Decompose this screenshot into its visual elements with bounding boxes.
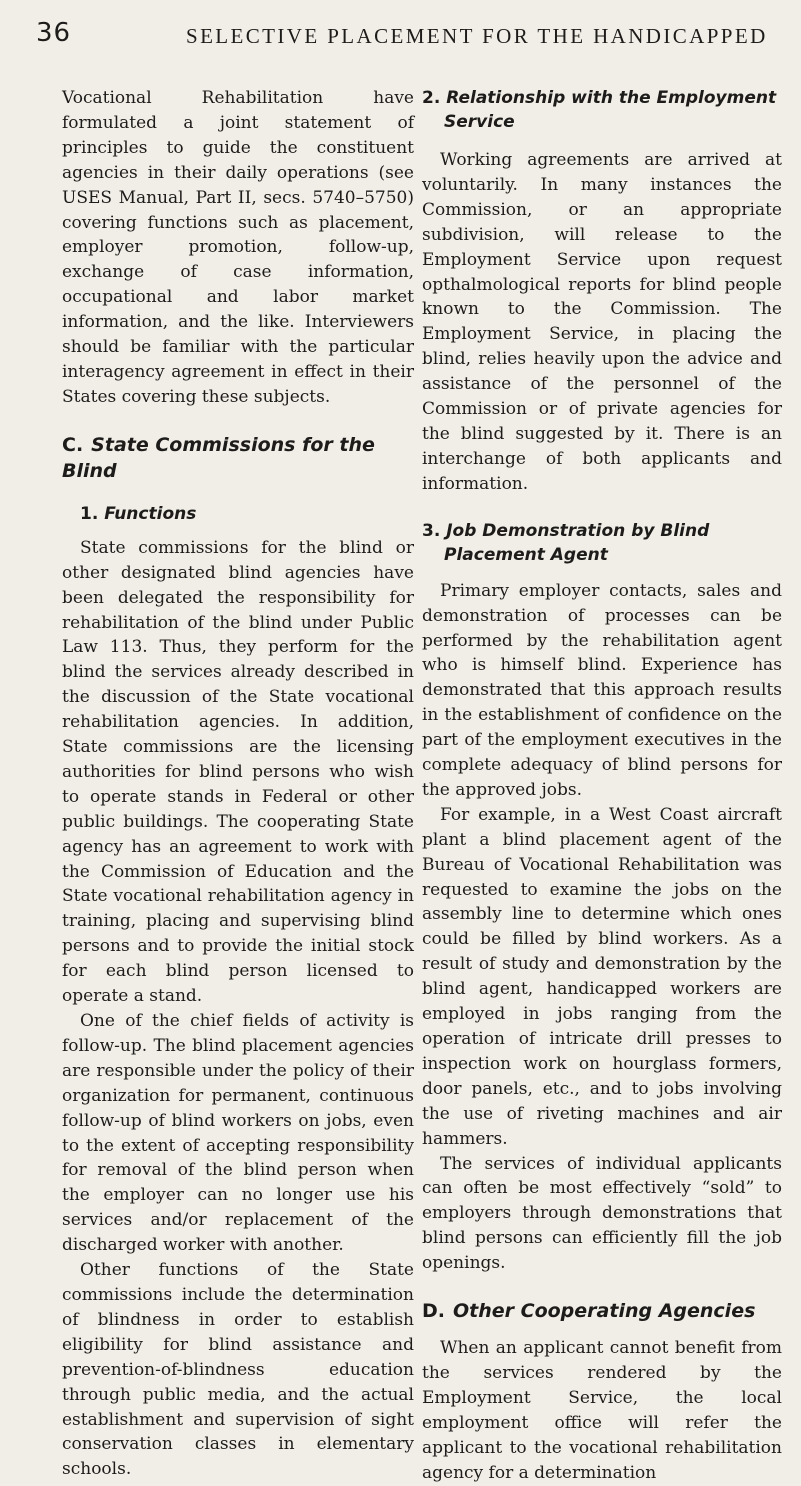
page-number: 36 <box>36 18 72 48</box>
section-c-letter: C. <box>62 433 84 456</box>
right-column <box>422 86 782 1486</box>
left-column <box>62 86 414 1482</box>
subsection-1-number: 1. <box>80 503 99 524</box>
running-head: SELECTIVE PLACEMENT FOR THE HANDICAPPED <box>186 24 768 48</box>
paragraph-follow-up: One of the chief fields of activity is follow-up. The blind placement agencies are responsible under the policy of their organization for permanent, continuous follow-up of blind workers on jobs, even to the extent of accepting responsibility for removal of the blind person when the employer can no longer use his services and/or replacement of the discharged worker with another. <box>62 1011 414 1256</box>
section-d-heading <box>422 1298 782 1324</box>
paragraph-aircraft-example: For example, in a West Coast aircraft plant a blind placement agent of the Bureau of Vocational Rehabilitation was requested to examine the jobs on the assembly line to determine which ones could be filled by blind workers. As a result of study and demonstration by the blind agent, handicapped workers are employed in jobs ranging from the operation of intricate drill presses to inspection work on hourglass formers, door panels, etc., and to jobs involving the use of riveting machines and air hammers. <box>422 804 782 1149</box>
subsection-2-number: 2. <box>422 88 441 108</box>
intro-paragraph: Vocational Rehabilitation have formulated a joint statement of principles to guide the constituent agencies in their daily operations (see USES Manual, Part II, secs. 5740–5750) covering functions such as placement, employer promotion, follow-up, exchange of case information, occupational and labor market information, and the like. Interviewers should be familiar with the particular interagency agreement in effect in their States covering these subjects. <box>62 88 414 407</box>
section-c-heading <box>62 432 414 484</box>
section-d-title: Other Cooperating Agencies <box>453 1300 756 1323</box>
paragraph-relationship: Working agreements are arrived at voluntarily. In many instances the Commission, or an appropriate subdivision, will release to the Employment Service upon request opthalmological reports for blind people known to the Commission. The Employment Service, in placing the blind, relies heavily upon the advice and assistance of the personnel of the Commission or of private agencies for the blind suggested by it. There is an interchange of both applicants and information. <box>422 150 782 494</box>
section-d-letter: D. <box>422 1300 445 1323</box>
subsection-2-title: Relationship with the Employment Service <box>444 88 777 132</box>
paragraph-primary-contacts: Primary employer contacts, sales and demonstration of processes can be performed by the rehabilitation agent who is himself blind. Experience has demonstrated that this approach results in the establishment of confidence on the part of the employment executives in the complete adequacy of blind persons for the approved jobs. <box>422 580 782 800</box>
paragraph-other-functions: Other functions of the State commissions include the determination of blindness in order to establish eligibility for blind assistance and prevention-of-blindness education through public media, and the actual establishment and supervision of sight conservation classes in elementary schools. <box>62 1260 414 1480</box>
subsection-1-heading <box>80 502 414 526</box>
subsection-2-heading <box>422 86 782 134</box>
subsection-3-number: 3. <box>422 520 441 541</box>
paragraph-other-agencies: When an applicant cannot benefit from the services rendered by the Employment Service, the local employment office will refer the applicant to the vocational rehabilitation agency for a determination <box>422 1338 782 1483</box>
subsection-3-title: Job Demonstration by Blind Placement Agent <box>444 520 710 565</box>
paragraph-functions: State commissions for the blind or other designated blind agencies have been delegated the responsibility for rehabilitation of the blind under Public Law 113. Thus, they perform for the blind the services already described in the discussion of the State vocational rehabilitation agencies. In addition, State commissions are the licensing authorities for blind persons who wish to operate stands in Federal or other public buildings. The cooperating State agency has an agreement to work with the Commission of Education and the State vocational rehabilitation agency in training, placing and supervising blind persons and to provide the initial stock for each blind person licensed to operate a stand. <box>62 537 414 1007</box>
subsection-3-heading <box>422 519 782 567</box>
page-header <box>0 0 801 60</box>
section-c-title: State Commissions for the Blind <box>62 433 375 482</box>
subsection-1-title: Functions <box>104 503 197 524</box>
paragraph-demonstrations: The services of individual applicants can often be most effectively “sold” to employers through demonstrations that blind persons can efficiently fill the job openings. <box>422 1153 782 1274</box>
